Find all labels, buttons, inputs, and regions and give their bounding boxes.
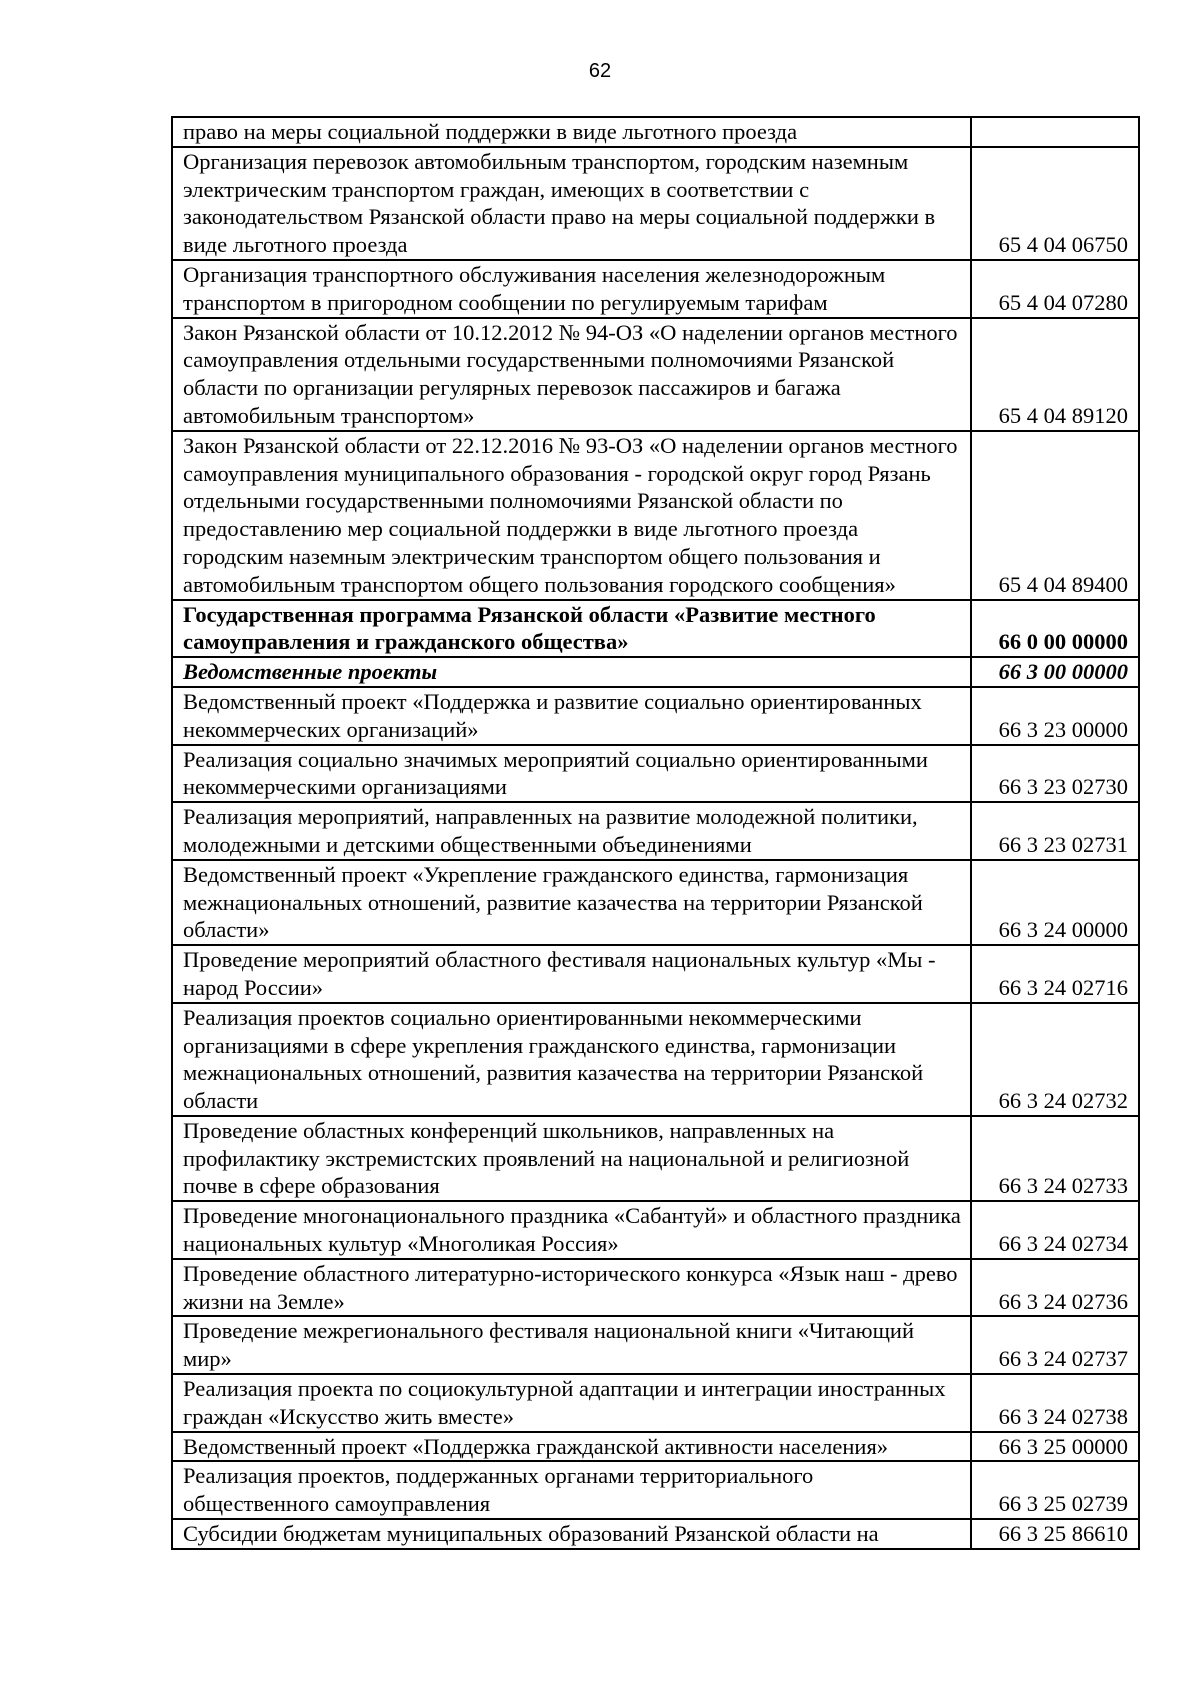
row-description: Проведение межрегионального фестиваля национальной книги «Читающий мир» xyxy=(172,1316,971,1374)
row-description: Организация перевозок автомобильным транспортом, городским наземным электрическим транспортом граждан, имеющих в соответствии с законодательством Рязанской области право на меры социальной поддержки в виде льготного проезда xyxy=(172,147,971,260)
row-description: Реализация социально значимых мероприятий социально ориентированными некоммерческими организациями xyxy=(172,745,971,803)
row-code: 66 3 25 02739 xyxy=(971,1461,1139,1519)
table-row xyxy=(172,260,1139,318)
budget-classification-table xyxy=(171,116,1140,1550)
row-description: Ведомственный проект «Поддержка гражданской активности населения» xyxy=(172,1432,971,1462)
row-description: Закон Рязанской области от 22.12.2016 № 93-ОЗ «О наделении органов местного самоуправления муниципального образования - городской округ город Рязань отдельными государственными полномочиями Рязанской области по предоставлению мер социальной поддержки в виде льготного проезда городским наземным электрическим транспортом общего пользования и автомобильным транспортом общего пользования городского сообщения» xyxy=(172,431,971,600)
row-code: 66 3 24 02736 xyxy=(971,1259,1139,1317)
row-code xyxy=(971,117,1139,147)
row-code: 66 3 23 02730 xyxy=(971,745,1139,803)
row-description: Проведение многонационального праздника «Сабантуй» и областного праздника национальных культур «Многоликая Россия» xyxy=(172,1201,971,1259)
row-code: 66 3 24 02734 xyxy=(971,1201,1139,1259)
table-row xyxy=(172,1374,1139,1432)
table-row xyxy=(172,687,1139,745)
row-description: Ведомственный проект «Укрепление гражданского единства, гармонизация межнациональных отношений, развитие казачества на территории Рязанской области» xyxy=(172,860,971,945)
table-row xyxy=(172,1259,1139,1317)
table-row xyxy=(172,147,1139,260)
table-row xyxy=(172,117,1139,147)
row-code: 65 4 04 07280 xyxy=(971,260,1139,318)
table-row xyxy=(172,1201,1139,1259)
row-code: 66 3 00 00000 xyxy=(971,657,1139,687)
row-code: 66 3 23 02731 xyxy=(971,802,1139,860)
row-description: Государственная программа Рязанской области «Развитие местного самоуправления и гражданского общества» xyxy=(172,600,971,658)
row-code: 66 3 24 02732 xyxy=(971,1003,1139,1116)
row-code: 66 3 25 00000 xyxy=(971,1432,1139,1462)
table-row xyxy=(172,945,1139,1003)
row-description: право на меры социальной поддержки в виде льготного проезда xyxy=(172,117,971,147)
table-row xyxy=(172,1003,1139,1116)
table-row xyxy=(172,431,1139,600)
row-code: 65 4 04 06750 xyxy=(971,147,1139,260)
row-description: Ведомственные проекты xyxy=(172,657,971,687)
row-description: Проведение мероприятий областного фестиваля национальных культур «Мы - народ России» xyxy=(172,945,971,1003)
row-code: 66 3 24 02738 xyxy=(971,1374,1139,1432)
table-row xyxy=(172,318,1139,431)
row-code: 65 4 04 89120 xyxy=(971,318,1139,431)
row-code: 66 3 24 00000 xyxy=(971,860,1139,945)
row-description: Ведомственный проект «Поддержка и развитие социально ориентированных некоммерческих организаций» xyxy=(172,687,971,745)
table-row xyxy=(172,860,1139,945)
table-row xyxy=(172,1461,1139,1519)
row-description: Проведение областных конференций школьников, направленных на профилактику экстремистских проявлений на национальной и религиозной почве в сфере образования xyxy=(172,1116,971,1201)
row-code: 66 3 23 00000 xyxy=(971,687,1139,745)
page-number: 62 xyxy=(588,60,612,82)
table-row xyxy=(172,1316,1139,1374)
table-row xyxy=(172,1116,1139,1201)
row-code: 65 4 04 89400 xyxy=(971,431,1139,600)
table-row xyxy=(172,745,1139,803)
row-description: Закон Рязанской области от 10.12.2012 № 94-ОЗ «О наделении органов местного самоуправления отдельными государственными полномочиями Рязанской области по организации регулярных перевозок пассажиров и багажа автомобильным транспортом» xyxy=(172,318,971,431)
row-description: Реализация мероприятий, направленных на развитие молодежной политики, молодежными и детскими общественными объединениями xyxy=(172,802,971,860)
row-code: 66 3 24 02737 xyxy=(971,1316,1139,1374)
row-description: Субсидии бюджетам муниципальных образований Рязанской области на xyxy=(172,1519,971,1549)
row-code: 66 3 24 02716 xyxy=(971,945,1139,1003)
row-description: Реализация проекта по социокультурной адаптации и интеграции иностранных граждан «Искусство жить вместе» xyxy=(172,1374,971,1432)
table-row xyxy=(172,1519,1139,1549)
row-code: 66 3 24 02733 xyxy=(971,1116,1139,1201)
table-row xyxy=(172,1432,1139,1462)
row-description: Организация транспортного обслуживания населения железнодорожным транспортом в пригородном сообщении по регулируемым тарифам xyxy=(172,260,971,318)
row-code: 66 3 25 86610 xyxy=(971,1519,1139,1549)
table-row xyxy=(172,802,1139,860)
row-description: Реализация проектов социально ориентированными некоммерческими организациями в сфере укрепления гражданского единства, гармонизации межнациональных отношений, развития казачества на территории Рязанской области xyxy=(172,1003,971,1116)
table-row xyxy=(172,600,1139,658)
table-row xyxy=(172,657,1139,687)
row-code: 66 0 00 00000 xyxy=(971,600,1139,658)
table-body xyxy=(172,117,1139,1549)
row-description: Реализация проектов, поддержанных органами территориального общественного самоуправления xyxy=(172,1461,971,1519)
row-description: Проведение областного литературно-исторического конкурса «Язык наш - древо жизни на Земле» xyxy=(172,1259,971,1317)
